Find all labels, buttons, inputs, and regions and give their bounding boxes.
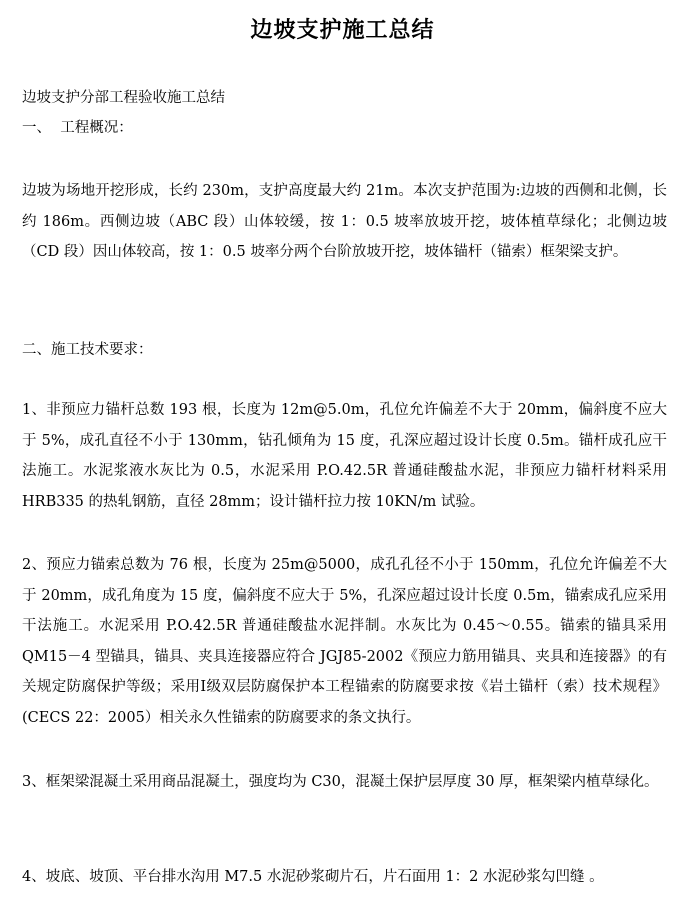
document-subtitle: 边坡支护分部工程验收施工总结 <box>22 90 225 106</box>
requirement-item-4: 4、坡底、坡顶、平台排水沟用 M7.5 水泥砂浆砌片石，片石面用 1：2 水泥砂浆勾凹缝 。 <box>22 869 604 885</box>
section-heading-overview: 一、 工程概况： <box>22 120 133 136</box>
requirement-item-3: 3、框架梁混凝土采用商品混凝土，强度均为 C30，混凝土保护层厚度 30 厚，框架梁内植草绿化。 <box>22 774 659 790</box>
overview-paragraph: 边坡为场地开挖形成，长约 230m，支护高度最大约 21m。本次支护范围为:边坡的西侧和北侧，长约 186m。西侧边坡（ABC 段）山体较缓，按 1：0.5 坡率放坡开挖，坡体植草绿化；北侧边坡（CD 段）因山体较高，按 1：0.5 坡率分两个台阶放坡开挖，坡体锚杆（锚索）框架梁支护。 <box>22 183 667 260</box>
requirement-item-2: 2、预应力锚索总数为 76 根，长度为 25m@5000，成孔孔径不小于 150mm，孔位允许偏差不大于 20mm，成孔角度为 15 度，偏斜度不应大于 5%，孔深应超过设计长度 0.5m，锚索成孔应采用干法施工。水泥采用 P.O.42.5R 普通硅酸盐水泥拌制。水灰比为 0.45～0.55。锚索的锚具采用 QM15－4 型锚具，锚具、夹具连接器应符合 JGJ85-2002《预应力筋用锚具、夹具和连接器》的有关规定防腐保护等级；采用Ⅰ级双层防腐保护本工程锚索的防腐要求按《岩土锚杆（索）技术规程》(CECS 22：2005）相关永久性锚索的防腐要求的条文执行。 <box>22 557 667 726</box>
section-heading-requirements: 二、施工技术要求： <box>22 342 153 358</box>
document-title: 边坡支护施工总结 <box>250 17 435 43</box>
requirement-item-1: 1、非预应力锚杆总数 193 根，长度为 12m@5.0m，孔位允许偏差不大于 20mm，偏斜度不应大于 5%，成孔直径不小于 130mm，钻孔倾角为 15 度，孔深应超过设计长度 0.5m。锚杆成孔应干法施工。水泥浆液水灰比为 0.5，水泥采用 P.O.42.5R 普通硅酸盐水泥，非预应力锚杆材料采用 HRB335 的热轧钢筋，直径 28mm；设计锚杆拉力按 10KN/m 试验。 <box>22 402 667 510</box>
